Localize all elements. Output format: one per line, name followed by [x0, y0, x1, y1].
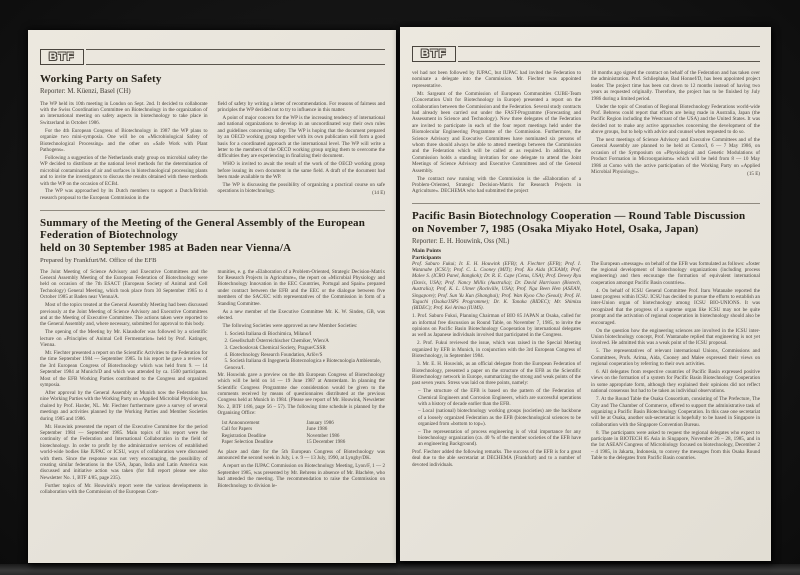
btf-logo: [40, 49, 84, 65]
society-list-item: 4. Biotechnology Research Foundation, Arlöv/S: [224, 351, 323, 358]
left-page: [28, 30, 396, 563]
paragraph: A point of major concern for the WP is the increasing tendency of international and national organizations to develop in an uncoordinated way their own rules and guidelines concerning safety. The WP is hoping that the document prepared by an OECD working group together with its own publication will form a good basis for a coordinated approach at the international level. The WP will write a letter to the members of the OECD working group urging them to overcome the difficulties they are experiencing in finalizing their document.: [217, 114, 385, 160]
numbered-points-list: [591, 261, 760, 462]
article-column-right: [591, 261, 760, 470]
schedule-value: 15 December 1986: [306, 439, 346, 446]
masthead: [412, 46, 760, 62]
paragraph-list: [218, 372, 386, 417]
btf-logo-text: BTF: [421, 48, 447, 60]
schedule-row: [222, 433, 386, 440]
paragraph: The Joint Meeting of Science Advisory and Executive Committees and the General Assembly Meeting of the European Federation of Biotechnology were held on occasion of the 7th ESACT (European Society of Animal and Cell Technology) General Meeting, which took place from 30 September 1985 to 4 October 1985 at Baden near Vienna/A.: [40, 268, 208, 301]
paragraph: Further topics of Mr. Houwink's report were the various developments in collaboration with the Commission of the European Com-: [40, 482, 208, 496]
schedule-row: [222, 426, 386, 433]
right-page: [400, 27, 771, 561]
article-signature: (15 E): [747, 170, 760, 177]
article-column-left: [40, 269, 208, 497]
paragraph: WHO is invited to await the result of the work of the OECD working group before issuing its own document in the same field. A draft of the document had been made available to the WP.: [217, 161, 385, 181]
numbered-points-list: [412, 313, 581, 386]
paragraph: The next meetings of Science Advisory and Executive Committees and of the General Assembly are planned to be held at Como/I, 6 — 7 May 1986, on occasion of the Symposium on «Physiological and Genetic Modulations of Product Formation in Microorganisms» which will be held from 8 — 10 May 1986 at Como with the active participation of the Working Party on «Applied Microbial Physiology».: [591, 137, 760, 176]
article-column-right: [218, 101, 386, 203]
schedule-label: Registration Deadline: [221, 432, 267, 439]
main-points-heading: Main Points: [412, 247, 442, 254]
paragraph: The following Societies were approved as new Member Societies:: [222, 322, 358, 329]
paragraph-list: [40, 101, 208, 202]
article-title-line1: Summary of the Meeting of the General Assembly of the European Federation of Biotechnology: [40, 216, 366, 242]
numbered-point: 7. At the Round Table the Osaka Consortium, consisting of The Prefecture, The City and The Chamber of Commerce, offered to support the administrative task of organizing a Pacific Basin Biotechnology Cooperation. In this case one secretariat will be at Osaka, another sub-secretariat is hopefully to be based in Singapore in collaboration with the Singapore Convention Bureau.: [591, 396, 760, 428]
paragraph: Mr. Houwink gave a preview on the 4th European Congress of Biotechnology which will be held on 14 — 19 June 1987 at Amsterdam. In planning the Scientific Congress Programme due consideration would be given to the comments received by means of questionnaires distributed at the previous Congress held at Munich in 1984. (Please see report of Mr. Houwink, Newsletter No. 2, BTF 1/86, page 56 – 57). The following time schedule is planned by the Organising Office:: [217, 371, 385, 417]
schedule-label: 1st Announcement: [221, 419, 260, 426]
schedule-label: Call for Papers: [221, 426, 253, 433]
byline: Prepared by Frankfurt/M. Office of the EFB: [40, 256, 157, 264]
numbered-point: 6. All delegates from respective countries of Pacific Basin expressed positive views on the formation of a system for Pacific Basin Biotechnology Cooperation in some appropriate form, although they explained their opinions did not reflect national consensus but had to be taken as individual observations.: [591, 369, 760, 395]
paragraph: For the 4th European Congress of Biotechnology in 1987 the WP plans to organize two mini-symposia. One will be on «Microbiological Safety of Biotechnological Processing» and the other on «Safe Work with Plant Pathogens».: [40, 127, 208, 153]
paragraph: 18 months ago signed the contract on behalf of the Federation and has taken over the administration. Prof. Schliephake, Bad Honnef/D, has been appointed project leader. The project time has been cut down to 12 months instead of having two years as requested originally. Therefore, the project has to be finished by July 1986 during a limited period.: [591, 70, 760, 102]
numbered-point: 3. Mr. E. H. Houwink, as an official delegate from the European Federation of Biotechnology, presented a paper on the structure of the EFB as the Scientific Biotechnology network in Europe, summarizing the strong and weak points of the past seven years. Stress was laid on three points, namely:: [412, 361, 581, 387]
scanner-bed-edge: [0, 564, 800, 575]
left-page-content: [28, 30, 396, 505]
schedule-value: January 1986: [306, 419, 334, 426]
article-title-working-party: Working Party on Safety: [40, 73, 162, 85]
paragraph: As a new member of the Executive Committee Mr. K. W. Sinden, GB, was elected.: [217, 308, 385, 321]
numbered-point: 1. Prof. Saburo Fukui, Planning Chairman of BIO 85 JAPAN at Osaka, called for an informal free discussion as Round Table, on November 7, 1985, to invite the opinions on Pacific Basin Biotechnology Cooperation by international delegates as well as Japanese individuals involved that participated in the Congress.: [412, 313, 581, 339]
reporter-line: Reporter: E. H. Houwink, Oss (NL): [412, 237, 510, 245]
paragraph: field of safety by writing a letter of recommendation. For reasons of fairness and principles the WP decided not to try to influence in this matter.: [217, 100, 385, 114]
numbered-point: 4. On behalf of ICSU General Committee Prof. Itaru Watanabe reported the latest progress within ICSU. ICSU has decided to pursue the efforts to establish an inter-Union organ of biotechnology among ICSU BIO-UNIONS. It was recognized that the progress of a supreme organ like ICSU may not be quite prompt and the activation of regional cooperation in biotechnology should also be encouraged.: [591, 287, 760, 326]
paragraph-list: [40, 269, 208, 496]
btf-logo: [412, 46, 456, 62]
masthead-rules: [86, 49, 385, 65]
paragraph: The WP was approached by its Dutch members to support a Dutch/British research proposal to the European Commission in the: [40, 188, 208, 201]
bullet-point: – Local (national) biotechnology working groups (societies) are the backbone of a loosely organized Federation as the EFB (biotechnological sciences to be organized from «bottom to top»).: [418, 408, 581, 428]
bullet-list: [412, 388, 581, 448]
congress-schedule: [222, 420, 386, 446]
right-page-content: [400, 27, 771, 478]
paragraph: The contract now running with the Commission is the «Elaboration of a Problem-Oriented, Strategic Decision-Matrix for Research Projects in Agriculture». DECHEMA who had submitted the project: [412, 175, 581, 195]
numbered-point: The European «message» on behalf of the EFB was formulated as follows: «foster the regional development of biotechnology organizations (including process engineering) and then encourage the formation of equivalent international cooperation amongst Pacific Basin countries».: [591, 260, 760, 286]
article-title-line2: held on 30 September 1985 at Baden near Vienna/A: [40, 242, 292, 255]
paragraph-list: [591, 70, 760, 176]
paragraph-list: [218, 449, 386, 489]
numbered-point: 8. The participants were asked to request the regional delegates who expect to participate in BIOTECH 85 Asia in Singapore, November 26 – 28, 1985, and in the 1st ASEAN Congress of Microbiology focused on biotechnology, December 2 – 4 1985, in Jakarta, Indonesia, to convey the messages from this Osaka Round Table to the delegates from Pacific Basin countries.: [591, 429, 760, 462]
article-divider-rule: [40, 210, 385, 211]
paragraph: Following a suggestion of the Netherlands study group on microbial safety the WP decided to distribute at the national level methods for the determination of microbial contamination of air and surfaces in biotechnological processing plants and to invite the investigators to discuss the results obtained with these methods with the WP on the occasion of ECB4.: [40, 154, 208, 187]
schedule-label: Paper Selection Deadline: [221, 439, 273, 446]
paragraph: The opening of the Meeting by Mr. Klaushofer was followed by a scientific lecture on «Principles of Animal Cell Fermentation» held by Prof. Katinger, Vienna.: [40, 329, 208, 349]
schedule-value: June 1986: [306, 426, 328, 433]
numbered-point: 2. Prof. Fukui reviewed the issue, which was raised in the Special Meeting organized by EFB in Munich, in conjunction with the 3rd European Congress of Biotechnology, in September 1984.: [412, 340, 581, 360]
society-list-item: 5. Società Italiana di Ingegneria Biotecnologica e Biotecnologia Ambientale, Genova/I.: [224, 358, 381, 371]
schedule-value: November 1986: [306, 432, 340, 439]
numbered-point: On the question how the engineering sciences are involved in the ICSU inter-Union biotechnology concept, Prof. Wantanabe replied that engineering is not yet involved. He admitted this was a weak point of the ICSU proposal.: [591, 327, 760, 347]
reporter-line: Reporter: M. Küenzi, Basel (CH): [40, 87, 131, 95]
bullet-point: – The representation of process engineering is of vital importance for any biotechnology organization (ca. 40 % of the member societies of the EFB have an engineering Background).: [418, 428, 581, 448]
paragraph-list: [412, 70, 581, 195]
paragraph: A report on the IUPAC Commission on Biotechnology Meeting, Lyon/F, 1 — 2 September 1985, was presented by Mr. Behrens in absence of Mr. Blachère, who had attended the meeting. The recommendation to raise the Commission on Biotechnology to division le-: [217, 463, 385, 489]
paragraph-list: [218, 269, 386, 330]
paragraph: Mr. Houwink presented the report of the Executive Committee for the period September 1984 — September 1985. Main topics of his report were the continuity of the Federation and International Collaboration in the field of biotechnology. In order to profit by the administrative services of established world-wide bodies like IUPAC or ICSU, ways of collaboration were discussed with them. Since the response was not very encouraging, the possibility of creating similar federations in the USA, Japan, India and Latin America was discussed and initiative action was taken (for full report please see also Newsletter No. 1, BTF 4/85, page 235).: [40, 423, 208, 481]
society-list-item: 3. Czechoslovak Chemical Society, Prague/CSSR: [224, 344, 326, 351]
article-column-left: [412, 261, 581, 470]
article-column-left: [412, 70, 581, 196]
society-list-item: 1. Società Italiana di Biochimica, Milano/I: [224, 330, 312, 337]
article-signature: (14 E): [372, 189, 385, 196]
paragraph: Mr. Fiechter presented a report on the Scientific Activities to the Federation for the time September 1984 — September 1985. In his report he gave a review of the 3rd European Congress of Biotechnology which was held from 9. — 14 September 1984 at Munich/D and which was attended by ca. 1500 participants. Most of the EFB Working Parties contributed to the Congress and organized symposia.: [40, 350, 208, 389]
article-columns: [412, 70, 760, 196]
paragraph: Most of the topics treated at the General Assembly Meeting had been discussed previously at the Joint Meeting of Science Advisory and Executive Committees and at the Meeting of Executive Committee. The actions taken were reported to the General Assembly and, where necessary, submitted for approval to this body.: [40, 302, 208, 328]
paragraph: Mr. Sargeant of the Commission of European Communities CUBE-Team (Concertation Unit for Biotechnology in Europe) presented a report on the collaboration between the Commission and the Federation. Several study contracts had already been carried out under the FAST-Programme (Forecasting and Assessment in Science and Technology). Now three delegates of the Federation are invited to participate in each of the four report meetings held under the Biomolecular Engineering Programme of the Commission. Furthermore, the Science Advisory and Executive Committees have nominated six persons of whom three should always be able to attend meetings between the Commission and the Federation which will be called at as required. In addition, the Commission holds a standing invitation for one delegate to attend the Joint Meetings of Science Advisory and Executive Committees and of the General Assembly.: [412, 90, 581, 174]
article-columns: [412, 261, 760, 470]
btf-logo-text: BTF: [49, 51, 75, 63]
article-column-left: [40, 101, 208, 203]
paragraph: As place and date for the 5th European Congress of Biotechnology was announced the second week in July, i. e. 9 — 13 July, 1990, at Lyngby/DK.: [217, 449, 385, 462]
article-column-right: [591, 70, 760, 196]
paragraph: munities, e. g. the «Elaboration of a Problem-Oriented, Strategic Decision-Matrix for Research Projects in Agriculture», the report on «Microbial Physiology and Biotechnology Innovation in the EEC Countries, Portugal and Spain» prepared under contract between the EFB and the EEC or the dialogue between five members of the SAC/EC with representatives of the Commission in form of a Standing Committee.: [217, 268, 385, 307]
paragraph-list: [412, 449, 581, 468]
participants-heading: Participants: [412, 254, 442, 261]
society-list-item: 2. Gesellschaft Österreichischer Chemiker, Wien/A: [224, 337, 329, 344]
participants-text: Prof. Saburo Fukui; Ir. E. H. Houwink (EFB); A. Fiechter (EFB); Prof. I. Watanabe (ICSU); Prof. C. L. Cooney (MIT); Prof. Ko Aida (ICEAM); Prof. Malee S. (ICRO Panel, Bangkok); Dr. R. E. Cape (Cetus, USA); Prof. Dewey Ryu (Davis, USA); Prof. Nancy Millis (Australia); Dr. David Harrisson (Biotech, Australia); Prof. K. L. Ulmer (Rockville, USA); Prof. Nga Been Hen (ASEAN, Singapore); Prof. Sun Yu Kun (Shanghai); Prof. Wan Kyoo Cho (Seoul); Prof. H. Taguchi (Osaka/JSPS Programme); Dr. K. Tanaka (BIDEC); Mr. Shimizu (BIDEC); Prof. Kei Arima (IUMS).: [412, 260, 581, 312]
paragraph: vel had not been followed by IUPAC, but IUPAC had invited the Federation to nominate a delegate into the Commission. Mr. Fiechter was appointed representative.: [412, 70, 581, 89]
article-title-pacific-basin: Pacific Basin Biotechnology Cooperation — Round Table Discussion on November 7, 1985 (Osaka Miyako Hotel, Osaka, Japan): [412, 210, 746, 235]
paragraph: The WP held its 10th meeting in London on Sept. 2nd. It decided to collaborate with the Swiss Coordination Committee on Biotechnology in the organization of an international meeting on safety aspects in biotechnology to take place in Switzerland in October 1986.: [40, 100, 208, 126]
numbered-point: 5. The representatives of relevant international Unions, Commissions and Committees, Profs. Arima, Aida, Cooney and Malee expressed their views on regional cooperation by referring to their own activities.: [591, 348, 760, 368]
article-columns: [40, 269, 385, 497]
paragraph: The WP is discussing the possibility of organizing a practical course on safe operations in biotechnology.: [217, 182, 385, 195]
paragraph-list: [218, 101, 386, 195]
masthead-rules: [458, 46, 760, 62]
article-columns: [40, 101, 385, 203]
paragraph: Under the topic of Creation of Regional Biotechnology Federations world-wide Prof. Behrens could report that efforts are being made in Australia, Japan (the Pacific Region including the Westcoast of the USA) and the United States. It was decided not to make any active approaches concerning the development of the above groups, but to help with advice and counsel when requested to do so.: [591, 103, 760, 136]
paragraph: Prof. Fiechter added the following remarks. The success of the EFB is for a great deal due to the able secretariat at DECHEMA (Frankfurt) and to a number of devoted individuals.: [412, 448, 581, 468]
bullet-point: – The structure of the EFB is based on the pattern of the Federation of Chemical Engineers and Corrosion Engineers, which are successful operations with a history of decade earlier than the EFB.: [418, 388, 581, 408]
article-title-general-assembly: [40, 217, 385, 255]
article-column-right: [218, 269, 386, 497]
schedule-row: [222, 439, 386, 446]
paragraph: After approval by the General Assembly at Munich now the Federation has nine Working Parties with the Working Party on «Applied Microbial Physiology», chaired by Prof. Harder, NL. Mr. Fiechter furthermore gave a survey of several meetings and activities planned by the Working Parties and Member Societies during 1985 and 1986.: [40, 389, 208, 422]
masthead: [40, 49, 385, 65]
article-divider-rule: [412, 203, 760, 204]
societies-list: [218, 331, 386, 371]
